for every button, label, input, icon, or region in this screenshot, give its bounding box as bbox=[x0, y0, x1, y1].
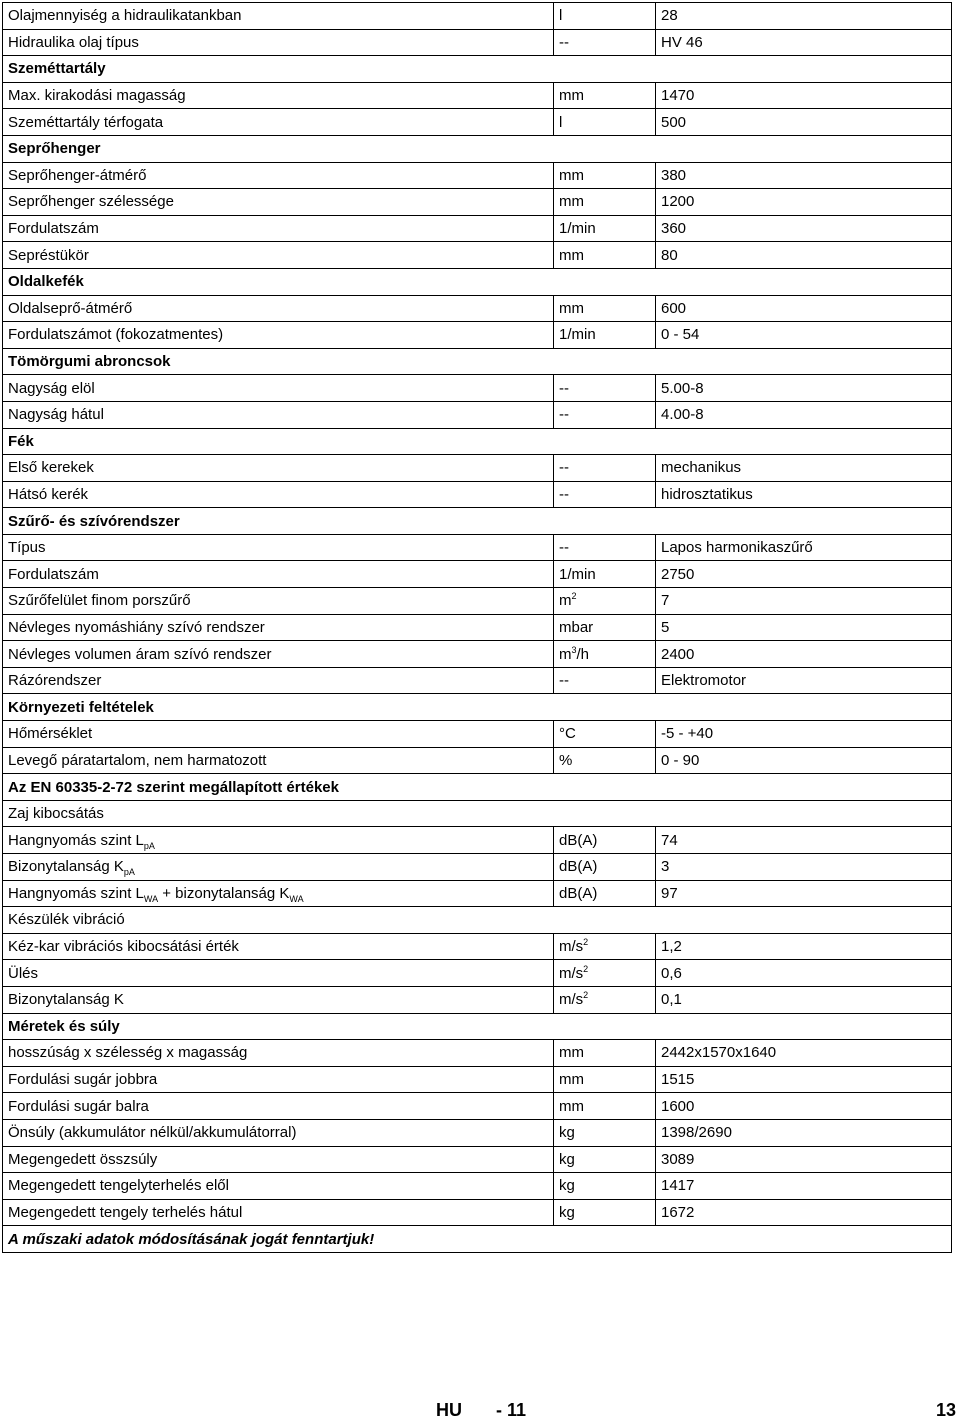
spec-value-text: 2442x1570x1640 bbox=[661, 1044, 777, 1062]
spec-label bbox=[3, 82, 554, 109]
spec-row bbox=[3, 960, 952, 987]
spec-unit-text: kg bbox=[559, 1177, 575, 1195]
spec-unit bbox=[554, 721, 656, 748]
spec-label-text: + bizonytalanság K bbox=[158, 884, 290, 902]
label-subscript: WA bbox=[143, 893, 159, 904]
section-label bbox=[3, 907, 952, 934]
footer-page-number: 13 bbox=[936, 1400, 957, 1420]
spec-value-text: 1672 bbox=[661, 1204, 695, 1222]
section-label bbox=[3, 135, 952, 162]
spec-value bbox=[656, 1119, 952, 1146]
spec-unit-text: -- bbox=[559, 33, 569, 51]
spec-unit-text: -- bbox=[559, 459, 569, 477]
section-label bbox=[3, 56, 952, 83]
spec-label-text: Önsúly (akkumulátor nélkül/akkumulátorral) bbox=[8, 1124, 297, 1142]
spec-value bbox=[656, 242, 952, 269]
spec-value-text: 28 bbox=[661, 7, 678, 25]
spec-unit-text: dB(A) bbox=[559, 858, 598, 876]
spec-unit-text: mbar bbox=[559, 618, 594, 636]
spec-value bbox=[656, 481, 952, 508]
spec-label bbox=[3, 561, 554, 588]
spec-label bbox=[3, 1093, 554, 1120]
spec-unit bbox=[554, 1173, 656, 1200]
spec-label bbox=[3, 1199, 554, 1226]
spec-row bbox=[3, 561, 952, 588]
spec-value-text: 5 bbox=[661, 618, 670, 636]
spec-unit-text: mm bbox=[559, 87, 584, 105]
spec-row bbox=[3, 215, 952, 242]
spec-unit bbox=[554, 561, 656, 588]
section-label bbox=[3, 348, 952, 375]
spec-value bbox=[656, 933, 952, 960]
spec-value bbox=[656, 827, 952, 854]
spec-unit-text: l bbox=[559, 113, 563, 131]
section-label-text: Oldalkefék bbox=[8, 273, 84, 291]
spec-unit-text: m bbox=[559, 645, 572, 663]
spec-label bbox=[3, 880, 554, 907]
spec-value-text: 97 bbox=[661, 884, 678, 902]
spec-row bbox=[3, 1066, 952, 1093]
spec-label bbox=[3, 375, 554, 402]
spec-label-text: Első kerekek bbox=[8, 459, 94, 477]
spec-label bbox=[3, 322, 554, 349]
spec-row bbox=[3, 1093, 952, 1120]
spec-label bbox=[3, 1173, 554, 1200]
section-header bbox=[3, 348, 952, 375]
spec-unit bbox=[554, 667, 656, 694]
spec-value-text: 4.00-8 bbox=[661, 406, 704, 424]
spec-value bbox=[656, 455, 952, 482]
spec-label bbox=[3, 667, 554, 694]
spec-unit-text: kg bbox=[559, 1124, 575, 1142]
spec-unit-text: -- bbox=[559, 406, 569, 424]
spec-value-text: hidrosztatikus bbox=[661, 485, 753, 503]
spec-label-text: Megengedett tengelyterhelés elől bbox=[8, 1177, 229, 1195]
spec-value bbox=[656, 986, 952, 1013]
spec-label-text: Hidraulika olaj típus bbox=[8, 33, 139, 51]
section-header bbox=[3, 774, 952, 801]
spec-row bbox=[3, 614, 952, 641]
spec-unit-text: /h bbox=[576, 645, 590, 663]
spec-row bbox=[3, 109, 952, 136]
spec-label-text: Seprőhenger-átmérő bbox=[8, 166, 147, 184]
spec-value bbox=[656, 109, 952, 136]
footer-page-label: - 11 bbox=[496, 1400, 527, 1420]
spec-row bbox=[3, 375, 952, 402]
section-label-text: Zaj kibocsátás bbox=[8, 805, 104, 823]
spec-unit-text: m/s bbox=[559, 938, 584, 956]
spec-unit bbox=[554, 1199, 656, 1226]
section-header bbox=[3, 268, 952, 295]
spec-unit-text: mm bbox=[559, 246, 584, 264]
spec-row bbox=[3, 295, 952, 322]
spec-value-text: Elektromotor bbox=[661, 672, 747, 690]
spec-label bbox=[3, 960, 554, 987]
spec-unit bbox=[554, 880, 656, 907]
spec-value bbox=[656, 29, 952, 56]
spec-value-text: HV 46 bbox=[661, 33, 703, 51]
spec-label-text: Oldalseprő-átmérő bbox=[8, 299, 133, 317]
spec-value bbox=[656, 960, 952, 987]
spec-label-text: Szeméttartály térfogata bbox=[8, 113, 164, 131]
section-label-text: Seprőhenger bbox=[8, 140, 101, 158]
label-subscript: pA bbox=[123, 867, 135, 878]
spec-row bbox=[3, 1199, 952, 1226]
spec-label-text: Hangnyomás szint L bbox=[8, 884, 144, 902]
spec-unit-text: -- bbox=[559, 539, 569, 557]
spec-unit-text: °C bbox=[559, 725, 576, 743]
spec-label-text: Névleges nyomáshiány szívó rendszer bbox=[8, 618, 265, 636]
spec-label-text: Hátsó kerék bbox=[8, 485, 89, 503]
spec-unit-text: mm bbox=[559, 193, 584, 211]
section-label-text: Az EN 60335-2-72 szerint megállapított értékek bbox=[8, 778, 339, 796]
spec-label bbox=[3, 3, 554, 30]
spec-value-text: 500 bbox=[661, 113, 687, 131]
spec-unit bbox=[554, 481, 656, 508]
spec-row bbox=[3, 933, 952, 960]
spec-label-text: Megengedett összsúly bbox=[8, 1150, 158, 1168]
spec-unit-text: mm bbox=[559, 299, 584, 317]
spec-value bbox=[656, 322, 952, 349]
spec-value bbox=[656, 641, 952, 668]
spec-unit bbox=[554, 401, 656, 428]
spec-row bbox=[3, 1146, 952, 1173]
spec-value bbox=[656, 880, 952, 907]
spec-value-text: 0,1 bbox=[661, 991, 682, 1009]
spec-unit bbox=[554, 242, 656, 269]
spec-row bbox=[3, 1173, 952, 1200]
section-header bbox=[3, 1013, 952, 1040]
spec-unit-text: kg bbox=[559, 1204, 575, 1222]
spec-value bbox=[656, 561, 952, 588]
spec-label-text: Rázórendszer bbox=[8, 672, 102, 690]
spec-row bbox=[3, 854, 952, 881]
spec-value bbox=[656, 375, 952, 402]
section-label bbox=[3, 774, 952, 801]
technical-data-body bbox=[3, 3, 952, 1253]
unit-superscript: 2 bbox=[583, 963, 589, 974]
spec-value-text: 0 - 54 bbox=[661, 326, 700, 344]
spec-value-text: 2750 bbox=[661, 565, 695, 583]
spec-value-text: -5 - +40 bbox=[661, 725, 714, 743]
spec-value-text: 1515 bbox=[661, 1071, 695, 1089]
spec-label-text: Típus bbox=[8, 539, 46, 557]
spec-unit bbox=[554, 933, 656, 960]
spec-unit bbox=[554, 162, 656, 189]
subsection-label bbox=[3, 907, 952, 934]
spec-unit-text: dB(A) bbox=[559, 831, 598, 849]
unit-superscript: 2 bbox=[583, 937, 589, 948]
spec-unit bbox=[554, 986, 656, 1013]
spec-row bbox=[3, 827, 952, 854]
spec-value bbox=[656, 1040, 952, 1067]
spec-row bbox=[3, 667, 952, 694]
spec-unit-text: m/s bbox=[559, 991, 584, 1009]
section-header bbox=[3, 135, 952, 162]
spec-value-text: 600 bbox=[661, 299, 687, 317]
spec-value-text: 1398/2690 bbox=[661, 1124, 732, 1142]
spec-value-text: 2400 bbox=[661, 645, 695, 663]
label-subscript: WA bbox=[289, 893, 304, 904]
spec-value-text: mechanikus bbox=[661, 459, 742, 477]
spec-row bbox=[3, 986, 952, 1013]
spec-label bbox=[3, 401, 554, 428]
spec-label bbox=[3, 189, 554, 216]
spec-value-text: 7 bbox=[661, 592, 670, 610]
spec-value-text: Lapos harmonikaszűrő bbox=[661, 539, 813, 557]
spec-label bbox=[3, 986, 554, 1013]
spec-unit bbox=[554, 534, 656, 561]
spec-label-text: Hangnyomás szint L bbox=[8, 831, 144, 849]
spec-row bbox=[3, 189, 952, 216]
spec-unit bbox=[554, 1119, 656, 1146]
spec-label bbox=[3, 295, 554, 322]
subsection-label bbox=[3, 800, 952, 827]
spec-unit bbox=[554, 641, 656, 668]
spec-row bbox=[3, 880, 952, 907]
spec-unit bbox=[554, 1040, 656, 1067]
spec-unit-text: kg bbox=[559, 1150, 575, 1168]
spec-label bbox=[3, 1066, 554, 1093]
spec-value bbox=[656, 1173, 952, 1200]
spec-row bbox=[3, 721, 952, 748]
spec-label-text: Névleges volumen áram szívó rendszer bbox=[8, 645, 272, 663]
spec-label bbox=[3, 641, 554, 668]
spec-label-text: Nagyság elöl bbox=[8, 379, 95, 397]
spec-row bbox=[3, 162, 952, 189]
technical-data-table bbox=[2, 2, 952, 1253]
spec-label bbox=[3, 827, 554, 854]
spec-row bbox=[3, 1119, 952, 1146]
spec-row bbox=[3, 455, 952, 482]
spec-value-text: 80 bbox=[661, 246, 678, 264]
spec-value bbox=[656, 667, 952, 694]
section-label-text: Szeméttartály bbox=[8, 60, 106, 78]
spec-value bbox=[656, 215, 952, 242]
unit-superscript: 2 bbox=[583, 990, 589, 1001]
spec-unit bbox=[554, 747, 656, 774]
spec-value-text: 1470 bbox=[661, 87, 695, 105]
spec-row bbox=[3, 1040, 952, 1067]
spec-label bbox=[3, 1146, 554, 1173]
spec-value-text: 1,2 bbox=[661, 938, 682, 956]
spec-label bbox=[3, 854, 554, 881]
section-label-text: Környezeti feltételek bbox=[8, 698, 154, 716]
spec-unit-text: -- bbox=[559, 379, 569, 397]
spec-value-text: 0 - 90 bbox=[661, 751, 700, 769]
spec-label-text: Kéz-kar vibrációs kibocsátási érték bbox=[8, 938, 239, 956]
spec-unit-text: m bbox=[559, 592, 572, 610]
spec-unit-text: mm bbox=[559, 1044, 584, 1062]
spec-unit bbox=[554, 322, 656, 349]
spec-unit bbox=[554, 295, 656, 322]
spec-label bbox=[3, 109, 554, 136]
spec-value-text: 74 bbox=[661, 831, 678, 849]
spec-value bbox=[656, 162, 952, 189]
spec-value-text: 360 bbox=[661, 220, 687, 238]
spec-unit bbox=[554, 455, 656, 482]
spec-label bbox=[3, 534, 554, 561]
spec-label-text: Hőmérséklet bbox=[8, 725, 93, 743]
spec-label bbox=[3, 614, 554, 641]
spec-label-text: Max. kirakodási magasság bbox=[8, 87, 186, 105]
spec-label bbox=[3, 588, 554, 615]
spec-row bbox=[3, 641, 952, 668]
spec-label bbox=[3, 162, 554, 189]
section-label-text: Készülék vibráció bbox=[8, 911, 125, 929]
spec-unit bbox=[554, 588, 656, 615]
spec-unit bbox=[554, 1093, 656, 1120]
section-label-text: Szűrő- és szívórendszer bbox=[8, 512, 180, 530]
spec-value bbox=[656, 295, 952, 322]
spec-unit-text: -- bbox=[559, 485, 569, 503]
spec-unit bbox=[554, 1146, 656, 1173]
spec-unit bbox=[554, 109, 656, 136]
spec-label-text: Fordulatszámot (fokozatmentes) bbox=[8, 326, 224, 344]
section-label bbox=[3, 268, 952, 295]
spec-row bbox=[3, 29, 952, 56]
spec-unit-text: % bbox=[559, 751, 573, 769]
spec-unit bbox=[554, 854, 656, 881]
spec-value bbox=[656, 721, 952, 748]
spec-label bbox=[3, 747, 554, 774]
spec-unit-text: mm bbox=[559, 166, 584, 184]
spec-unit-text: 1/min bbox=[559, 220, 596, 238]
spec-label bbox=[3, 215, 554, 242]
spec-label bbox=[3, 1040, 554, 1067]
spec-label-text: Ülés bbox=[8, 964, 39, 982]
spec-value bbox=[656, 854, 952, 881]
spec-label-text: Fordulási sugár jobbra bbox=[8, 1071, 158, 1089]
section-header bbox=[3, 56, 952, 83]
section-label bbox=[3, 1226, 952, 1253]
label-subscript: pA bbox=[143, 840, 155, 851]
spec-unit bbox=[554, 960, 656, 987]
spec-value-text: 380 bbox=[661, 166, 687, 184]
spec-row bbox=[3, 322, 952, 349]
spec-value-text: 1417 bbox=[661, 1177, 695, 1195]
unit-superscript: 2 bbox=[571, 591, 577, 602]
section-label-text: A műszaki adatok módosításának jogát fenntartjuk! bbox=[8, 1230, 375, 1248]
unit-superscript: 3 bbox=[571, 644, 577, 655]
spec-row bbox=[3, 481, 952, 508]
spec-value bbox=[656, 614, 952, 641]
spec-label bbox=[3, 481, 554, 508]
spec-unit-text: l bbox=[559, 7, 563, 25]
spec-value bbox=[656, 534, 952, 561]
spec-unit bbox=[554, 82, 656, 109]
spec-unit-text: 1/min bbox=[559, 326, 596, 344]
spec-label-text: Levegő páratartalom, nem harmatozott bbox=[8, 751, 267, 769]
spec-value bbox=[656, 747, 952, 774]
spec-row bbox=[3, 82, 952, 109]
section-label bbox=[3, 508, 952, 535]
section-header bbox=[3, 428, 952, 455]
section-header bbox=[3, 694, 952, 721]
spec-value bbox=[656, 588, 952, 615]
spec-row bbox=[3, 747, 952, 774]
spec-unit-text: mm bbox=[559, 1071, 584, 1089]
spec-label-text: Seprőhenger szélessége bbox=[8, 193, 174, 211]
spec-label-text: Bizonytalanság K bbox=[8, 858, 124, 876]
spec-unit-text: -- bbox=[559, 672, 569, 690]
footer-language: HU bbox=[436, 1400, 462, 1420]
spec-row bbox=[3, 242, 952, 269]
spec-label-text: Megengedett tengely terhelés hátul bbox=[8, 1204, 243, 1222]
spec-row bbox=[3, 588, 952, 615]
spec-value bbox=[656, 189, 952, 216]
spec-unit bbox=[554, 827, 656, 854]
spec-value bbox=[656, 1199, 952, 1226]
spec-value bbox=[656, 1093, 952, 1120]
spec-label-text: Fordulatszám bbox=[8, 565, 99, 583]
spec-value bbox=[656, 1066, 952, 1093]
spec-label bbox=[3, 242, 554, 269]
section-header bbox=[3, 508, 952, 535]
spec-value-text: 1600 bbox=[661, 1097, 695, 1115]
spec-label bbox=[3, 933, 554, 960]
spec-value bbox=[656, 3, 952, 30]
spec-value-text: 0,6 bbox=[661, 964, 682, 982]
section-label bbox=[3, 428, 952, 455]
spec-value-text: 5.00-8 bbox=[661, 379, 704, 397]
spec-value-text: 3 bbox=[661, 858, 670, 876]
spec-unit-text: dB(A) bbox=[559, 884, 598, 902]
spec-unit-text: m/s bbox=[559, 964, 584, 982]
section-label-text: Tömörgumi abroncsok bbox=[8, 353, 171, 371]
spec-value bbox=[656, 1146, 952, 1173]
spec-value-text: 1200 bbox=[661, 193, 695, 211]
spec-unit bbox=[554, 215, 656, 242]
spec-unit bbox=[554, 3, 656, 30]
spec-unit bbox=[554, 29, 656, 56]
spec-unit-text: 1/min bbox=[559, 565, 596, 583]
spec-unit bbox=[554, 614, 656, 641]
spec-label bbox=[3, 1119, 554, 1146]
section-label-text: Méretek és súly bbox=[8, 1017, 120, 1035]
disclaimer bbox=[3, 1226, 952, 1253]
section-label bbox=[3, 800, 952, 827]
spec-label bbox=[3, 29, 554, 56]
spec-value bbox=[656, 401, 952, 428]
spec-label-text: Fordulatszám bbox=[8, 220, 99, 238]
spec-label bbox=[3, 721, 554, 748]
spec-row bbox=[3, 534, 952, 561]
spec-label-text: Bizonytalanság K bbox=[8, 991, 124, 1009]
section-label bbox=[3, 1013, 952, 1040]
spec-unit bbox=[554, 375, 656, 402]
spec-label bbox=[3, 455, 554, 482]
spec-label-text: Szűrőfelület finom porszűrő bbox=[8, 592, 191, 610]
spec-label-text: Fordulási sugár balra bbox=[8, 1097, 149, 1115]
spec-row bbox=[3, 3, 952, 30]
spec-unit-text: mm bbox=[559, 1097, 584, 1115]
section-label-text: Fék bbox=[8, 432, 34, 450]
spec-label-text: Olajmennyiség a hidraulikatankban bbox=[8, 7, 242, 25]
spec-unit bbox=[554, 1066, 656, 1093]
spec-value bbox=[656, 82, 952, 109]
spec-row bbox=[3, 401, 952, 428]
spec-unit bbox=[554, 189, 656, 216]
spec-label-text: hosszúság x szélesség x magasság bbox=[8, 1044, 248, 1062]
spec-label-text: Nagyság hátul bbox=[8, 406, 104, 424]
section-label bbox=[3, 694, 952, 721]
spec-label-text: Sepréstükör bbox=[8, 246, 89, 264]
spec-value-text: 3089 bbox=[661, 1150, 695, 1168]
